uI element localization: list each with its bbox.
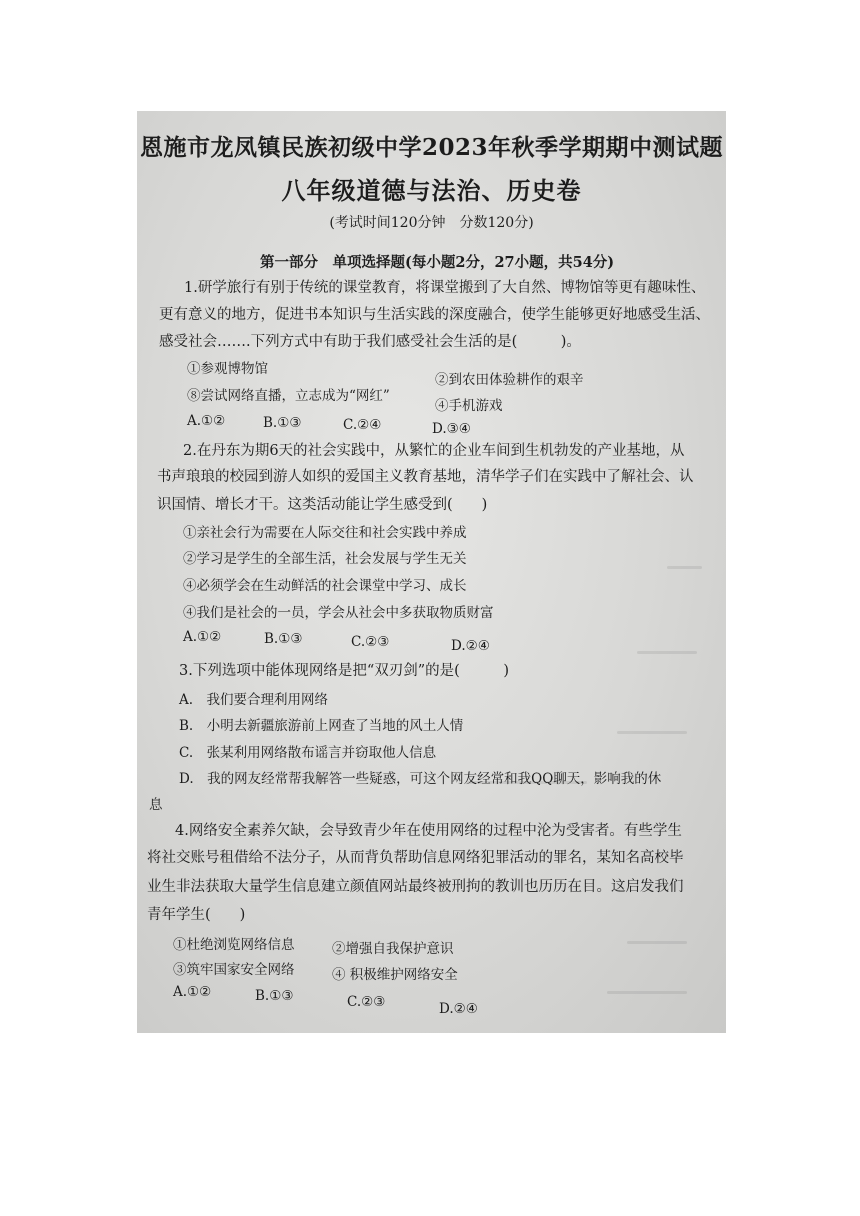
q1-option-b: B.①③ xyxy=(263,415,302,431)
q1-line: 感受社会…….下列方式中有助于我们感受社会生活的是( )。 xyxy=(159,334,581,350)
q1-option-a: A.①② xyxy=(187,413,226,429)
q4-option-a: A.①② xyxy=(173,984,212,1000)
q3-option-d: D. 我的网友经常帮我解答一些疑惑，可这个网友经常和我QQ聊天，影响我的休 xyxy=(179,771,662,787)
q3-option-a: A. 我们要合理利用网络 xyxy=(179,692,329,708)
q4-statement: ④ 积极维护网络安全 xyxy=(332,967,458,983)
q1-statement: ⑧尝试网络直播，立志成为“网红” xyxy=(187,388,390,404)
q4-option-b: B.①③ xyxy=(255,988,294,1004)
q1-line: 更有意义的地方，促进书本知识与生活实践的深度融合，使学生能够更好地感受生活、 xyxy=(159,307,710,323)
exam-title: 恩施市龙凤镇民族初级中学2023年秋季学期期中测试题 xyxy=(139,134,723,161)
q4-line: 将社交账号租借给不法分子，从而背负帮助信息网络犯罪活动的罪名，某知名高校毕 xyxy=(147,850,684,866)
q2-line: 识国情、增长才干。这类活动能让学生感受到( ) xyxy=(157,497,488,513)
exam-meta: (考试时间120分钟 分数120分) xyxy=(329,215,534,231)
q4-line: 青年学生( ) xyxy=(147,907,246,923)
q1-option-c: C.②④ xyxy=(343,417,382,433)
bleed-mark xyxy=(617,731,687,734)
q1-line: 1.研学旅行有别于传统的课堂教育，将课堂搬到了大自然、博物馆等更有趣味性、 xyxy=(184,280,706,296)
q3-option-b: B. 小明去新疆旅游前上网查了当地的风土人情 xyxy=(179,718,464,734)
q1-statement: ②到农田体验耕作的艰辛 xyxy=(435,372,584,388)
q2-option-a: A.①② xyxy=(183,629,222,645)
section-heading: 第一部分 单项选择题(每小题2分，27小题，共54分) xyxy=(260,254,615,271)
q4-statement: ②增强自我保护意识 xyxy=(332,941,454,957)
q4-option-d: D.②④ xyxy=(439,1001,478,1017)
q2-statement: ④我们是社会的一员，学会从社会中多获取物质财富 xyxy=(183,605,494,621)
q4-statement: ①杜绝浏览网络信息 xyxy=(173,937,295,953)
q2-line: 2.在丹东为期6天的社会实践中，从繁忙的企业车间到生机勃发的产业基地，从 xyxy=(183,443,685,459)
q3-option-c: C. 张某利用网络散布谣言并窃取他人信息 xyxy=(179,745,437,761)
bleed-mark xyxy=(607,991,687,994)
q2-line: 书声琅琅的校园到游人如织的爱国主义教育基地，清华学子们在实践中了解社会、认 xyxy=(157,469,694,485)
bleed-mark xyxy=(667,566,702,569)
q2-statement: ④必须学会在生动鲜活的社会课堂中学习、成长 xyxy=(183,578,467,594)
q2-option-b: B.①③ xyxy=(264,631,303,647)
bleed-mark xyxy=(627,941,687,944)
q1-statement: ④手机游戏 xyxy=(435,398,503,414)
q1-statement: ①参观博物馆 xyxy=(187,361,268,377)
exam-photo xyxy=(137,111,726,1033)
q4-option-c: C.②③ xyxy=(347,994,386,1010)
q4-line: 业生非法获取大量学生信息建立颜值网站最终被刑拘的教训也历历在目。这启发我们 xyxy=(147,879,684,895)
q2-statement: ②学习是学生的全部生活，社会发展与学生无关 xyxy=(183,551,467,567)
q4-line: 4.网络安全素养欠缺，会导致青少年在使用网络的过程中沦为受害者。有些学生 xyxy=(175,823,682,839)
q1-option-d: D.③④ xyxy=(432,421,471,437)
q2-option-d: D.②④ xyxy=(451,638,490,654)
q2-statement: ①亲社会行为需要在人际交往和社会实践中养成 xyxy=(183,525,467,541)
bleed-mark xyxy=(637,651,697,654)
q3-option-d-wrap: 息 xyxy=(149,797,163,813)
q3-stem: 3.下列选项中能体现网络是把“双刃剑”的是( ) xyxy=(179,663,509,679)
q4-statement: ③筑牢国家安全网络 xyxy=(173,962,295,978)
q2-option-c: C.②③ xyxy=(351,634,390,650)
exam-subtitle: 八年级道德与法治、历史卷 xyxy=(281,176,582,205)
